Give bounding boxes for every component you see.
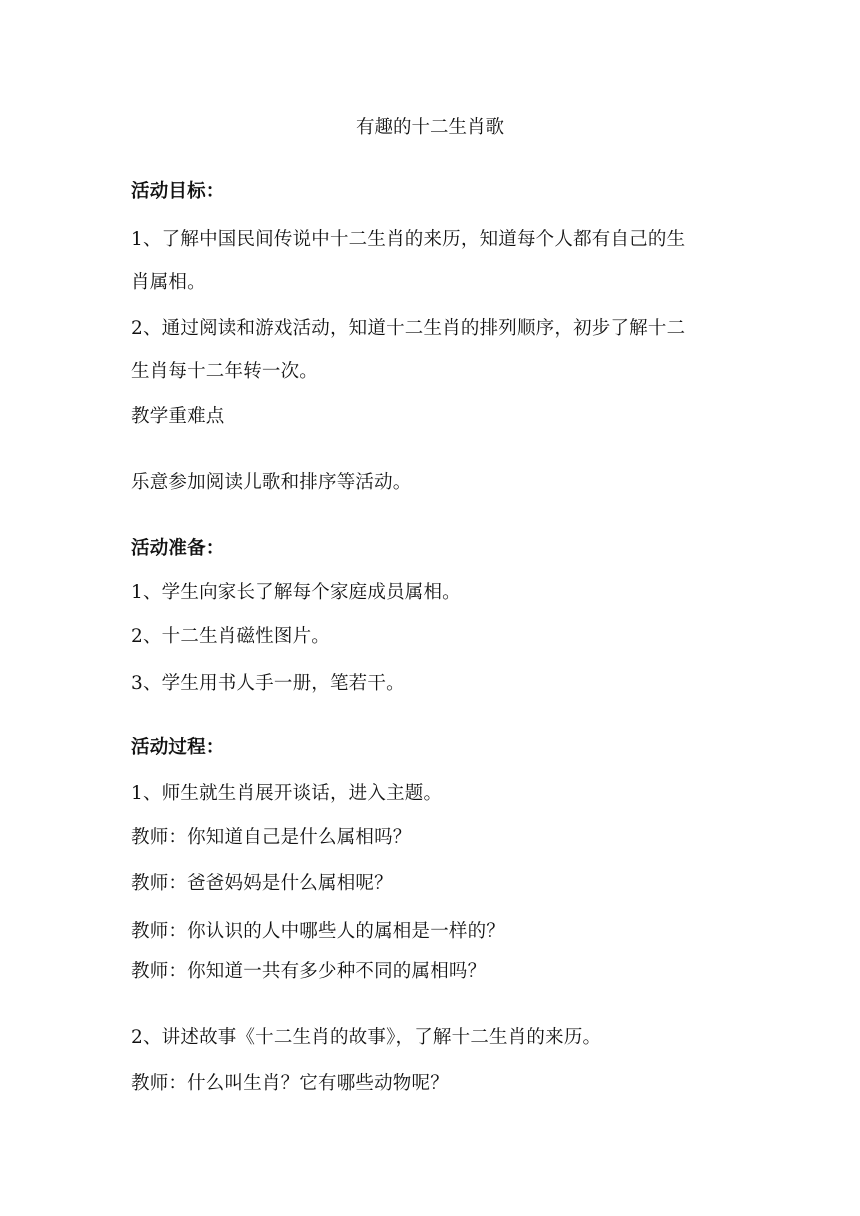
- process-step-2: 2、讲述故事《十二生肖的故事》，了解十二生肖的来历。: [131, 1027, 602, 1048]
- preparation-item: 2、十二生肖磁性图片。: [131, 626, 330, 647]
- goal-2-line-1: 2、通过阅读和游戏活动，知道十二生肖的排列顺序，初步了解十二: [131, 318, 686, 339]
- teacher-question: 教师：你知道自己是什么属相吗？: [131, 827, 412, 848]
- page-title: 有趣的十二生肖歌: [355, 117, 504, 138]
- preparation-heading: 活动准备：: [131, 538, 225, 559]
- goal-1-line-2: 肖属相。: [131, 272, 206, 293]
- key-points-text: 乐意参加阅读儿歌和排序等活动。: [131, 472, 412, 493]
- teacher-question: 教师：你知道一共有多少种不同的属相吗？: [131, 961, 487, 982]
- teacher-question: 教师：什么叫生肖？它有哪些动物呢？: [131, 1073, 449, 1094]
- process-heading: 活动过程：: [131, 737, 225, 758]
- goal-1-line-1: 1、了解中国民间传说中十二生肖的来历，知道每个人都有自己的生: [131, 229, 686, 250]
- preparation-item: 3、学生用书人手一册，笔若干。: [131, 673, 405, 694]
- key-points-heading: 教学重难点: [131, 406, 225, 427]
- goals-heading: 活动目标：: [131, 181, 225, 202]
- teacher-question: 教师：你认识的人中哪些人的属相是一样的？: [131, 921, 506, 942]
- teacher-question: 教师：爸爸妈妈是什么属相呢？: [131, 873, 393, 894]
- process-step-1: 1、师生就生肖展开谈话，进入主题。: [131, 783, 443, 804]
- preparation-item: 1、学生向家长了解每个家庭成员属相。: [131, 582, 461, 603]
- goal-2-line-2: 生肖每十二年转一次。: [131, 361, 319, 382]
